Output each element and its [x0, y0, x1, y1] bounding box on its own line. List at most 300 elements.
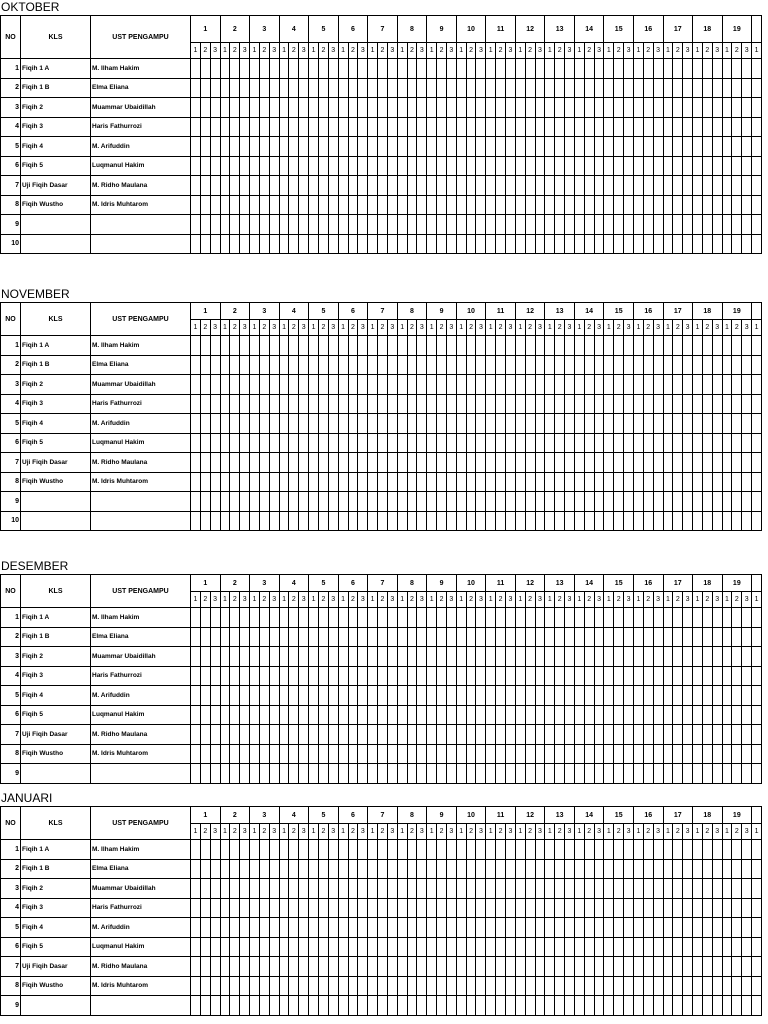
attendance-cell[interactable] [358, 414, 368, 434]
attendance-cell[interactable] [663, 744, 673, 764]
attendance-cell[interactable] [752, 433, 762, 453]
attendance-cell[interactable] [289, 156, 299, 176]
attendance-cell[interactable] [397, 195, 407, 215]
attendance-cell[interactable] [397, 117, 407, 137]
attendance-cell[interactable] [643, 879, 653, 899]
attendance-cell[interactable] [604, 117, 614, 137]
attendance-cell[interactable] [456, 898, 466, 918]
attendance-cell[interactable] [693, 137, 703, 157]
attendance-cell[interactable] [220, 215, 230, 235]
attendance-cell[interactable] [240, 666, 250, 686]
attendance-cell[interactable] [289, 176, 299, 196]
attendance-cell[interactable] [387, 666, 397, 686]
attendance-cell[interactable] [515, 511, 525, 531]
attendance-cell[interactable] [614, 859, 624, 879]
attendance-cell[interactable] [604, 879, 614, 899]
attendance-cell[interactable] [191, 957, 201, 977]
attendance-cell[interactable] [210, 78, 220, 98]
attendance-cell[interactable] [200, 647, 210, 667]
attendance-cell[interactable] [427, 234, 437, 254]
attendance-cell[interactable] [378, 472, 388, 492]
attendance-cell[interactable] [446, 492, 456, 512]
attendance-cell[interactable] [289, 433, 299, 453]
attendance-cell[interactable] [378, 336, 388, 356]
attendance-cell[interactable] [476, 705, 486, 725]
attendance-cell[interactable] [545, 355, 555, 375]
attendance-cell[interactable] [407, 472, 417, 492]
attendance-cell[interactable] [456, 195, 466, 215]
attendance-cell[interactable] [348, 744, 358, 764]
attendance-cell[interactable] [427, 355, 437, 375]
attendance-cell[interactable] [643, 859, 653, 879]
attendance-cell[interactable] [506, 840, 516, 860]
attendance-cell[interactable] [525, 117, 535, 137]
attendance-cell[interactable] [220, 195, 230, 215]
attendance-cell[interactable] [712, 898, 722, 918]
attendance-cell[interactable] [378, 627, 388, 647]
attendance-cell[interactable] [407, 98, 417, 118]
attendance-cell[interactable] [712, 433, 722, 453]
attendance-cell[interactable] [407, 355, 417, 375]
attendance-cell[interactable] [693, 608, 703, 628]
attendance-cell[interactable] [299, 705, 309, 725]
attendance-cell[interactable] [407, 394, 417, 414]
attendance-cell[interactable] [545, 918, 555, 938]
attendance-cell[interactable] [378, 918, 388, 938]
attendance-cell[interactable] [604, 764, 614, 784]
attendance-cell[interactable] [633, 705, 643, 725]
attendance-cell[interactable] [515, 744, 525, 764]
attendance-cell[interactable] [683, 859, 693, 879]
attendance-cell[interactable] [191, 744, 201, 764]
attendance-cell[interactable] [328, 472, 338, 492]
attendance-cell[interactable] [358, 686, 368, 706]
attendance-cell[interactable] [289, 918, 299, 938]
attendance-cell[interactable] [200, 78, 210, 98]
attendance-cell[interactable] [712, 117, 722, 137]
attendance-cell[interactable] [427, 511, 437, 531]
attendance-cell[interactable] [456, 957, 466, 977]
attendance-cell[interactable] [200, 117, 210, 137]
attendance-cell[interactable] [446, 176, 456, 196]
attendance-cell[interactable] [279, 627, 289, 647]
attendance-cell[interactable] [466, 647, 476, 667]
attendance-cell[interactable] [722, 840, 732, 860]
attendance-cell[interactable] [378, 394, 388, 414]
attendance-cell[interactable] [466, 608, 476, 628]
attendance-cell[interactable] [269, 59, 279, 79]
attendance-cell[interactable] [240, 996, 250, 1016]
attendance-cell[interactable] [712, 472, 722, 492]
attendance-cell[interactable] [466, 156, 476, 176]
attendance-cell[interactable] [515, 647, 525, 667]
attendance-cell[interactable] [387, 98, 397, 118]
attendance-cell[interactable] [663, 764, 673, 784]
attendance-cell[interactable] [299, 996, 309, 1016]
attendance-cell[interactable] [240, 492, 250, 512]
attendance-cell[interactable] [604, 725, 614, 745]
attendance-cell[interactable] [574, 234, 584, 254]
attendance-cell[interactable] [545, 647, 555, 667]
attendance-cell[interactable] [742, 336, 752, 356]
attendance-cell[interactable] [397, 176, 407, 196]
attendance-cell[interactable] [446, 472, 456, 492]
attendance-cell[interactable] [496, 453, 506, 473]
attendance-cell[interactable] [417, 647, 427, 667]
attendance-cell[interactable] [407, 59, 417, 79]
attendance-cell[interactable] [318, 433, 328, 453]
attendance-cell[interactable] [673, 336, 683, 356]
attendance-cell[interactable] [338, 937, 348, 957]
attendance-cell[interactable] [712, 608, 722, 628]
attendance-cell[interactable] [545, 937, 555, 957]
attendance-cell[interactable] [318, 453, 328, 473]
attendance-cell[interactable] [368, 394, 378, 414]
attendance-cell[interactable] [663, 937, 673, 957]
attendance-cell[interactable] [299, 627, 309, 647]
attendance-cell[interactable] [240, 859, 250, 879]
attendance-cell[interactable] [318, 937, 328, 957]
attendance-cell[interactable] [417, 666, 427, 686]
attendance-cell[interactable] [318, 511, 328, 531]
attendance-cell[interactable] [378, 725, 388, 745]
attendance-cell[interactable] [545, 705, 555, 725]
attendance-cell[interactable] [279, 156, 289, 176]
attendance-cell[interactable] [594, 433, 604, 453]
attendance-cell[interactable] [673, 156, 683, 176]
attendance-cell[interactable] [742, 705, 752, 725]
attendance-cell[interactable] [378, 137, 388, 157]
attendance-cell[interactable] [476, 976, 486, 996]
attendance-cell[interactable] [407, 840, 417, 860]
attendance-cell[interactable] [663, 98, 673, 118]
attendance-cell[interactable] [643, 433, 653, 453]
attendance-cell[interactable] [318, 336, 328, 356]
attendance-cell[interactable] [358, 627, 368, 647]
attendance-cell[interactable] [486, 918, 496, 938]
attendance-cell[interactable] [437, 234, 447, 254]
attendance-cell[interactable] [594, 996, 604, 1016]
attendance-cell[interactable] [466, 666, 476, 686]
attendance-cell[interactable] [693, 78, 703, 98]
attendance-cell[interactable] [506, 511, 516, 531]
attendance-cell[interactable] [722, 647, 732, 667]
attendance-cell[interactable] [358, 78, 368, 98]
attendance-cell[interactable] [259, 937, 269, 957]
attendance-cell[interactable] [230, 879, 240, 899]
attendance-cell[interactable] [515, 375, 525, 395]
attendance-cell[interactable] [338, 176, 348, 196]
attendance-cell[interactable] [348, 686, 358, 706]
attendance-cell[interactable] [515, 976, 525, 996]
attendance-cell[interactable] [328, 996, 338, 1016]
attendance-cell[interactable] [191, 937, 201, 957]
attendance-cell[interactable] [594, 215, 604, 235]
attendance-cell[interactable] [210, 453, 220, 473]
attendance-cell[interactable] [240, 234, 250, 254]
attendance-cell[interactable] [387, 156, 397, 176]
attendance-cell[interactable] [191, 433, 201, 453]
attendance-cell[interactable] [417, 137, 427, 157]
attendance-cell[interactable] [220, 472, 230, 492]
attendance-cell[interactable] [358, 840, 368, 860]
attendance-cell[interactable] [210, 686, 220, 706]
attendance-cell[interactable] [407, 156, 417, 176]
attendance-cell[interactable] [259, 394, 269, 414]
attendance-cell[interactable] [200, 137, 210, 157]
attendance-cell[interactable] [673, 840, 683, 860]
attendance-cell[interactable] [752, 355, 762, 375]
attendance-cell[interactable] [555, 472, 565, 492]
attendance-cell[interactable] [683, 98, 693, 118]
attendance-cell[interactable] [673, 492, 683, 512]
attendance-cell[interactable] [338, 957, 348, 977]
attendance-cell[interactable] [565, 59, 575, 79]
attendance-cell[interactable] [309, 879, 319, 899]
attendance-cell[interactable] [515, 453, 525, 473]
attendance-cell[interactable] [191, 608, 201, 628]
attendance-cell[interactable] [397, 492, 407, 512]
attendance-cell[interactable] [240, 957, 250, 977]
attendance-cell[interactable] [348, 156, 358, 176]
attendance-cell[interactable] [446, 375, 456, 395]
attendance-cell[interactable] [397, 937, 407, 957]
attendance-cell[interactable] [230, 137, 240, 157]
attendance-cell[interactable] [742, 394, 752, 414]
attendance-cell[interactable] [289, 666, 299, 686]
attendance-cell[interactable] [417, 453, 427, 473]
attendance-cell[interactable] [496, 472, 506, 492]
attendance-cell[interactable] [378, 898, 388, 918]
attendance-cell[interactable] [506, 59, 516, 79]
attendance-cell[interactable] [279, 137, 289, 157]
attendance-cell[interactable] [712, 156, 722, 176]
attendance-cell[interactable] [328, 234, 338, 254]
attendance-cell[interactable] [633, 976, 643, 996]
attendance-cell[interactable] [752, 78, 762, 98]
attendance-cell[interactable] [289, 215, 299, 235]
attendance-cell[interactable] [525, 215, 535, 235]
attendance-cell[interactable] [712, 453, 722, 473]
attendance-cell[interactable] [515, 725, 525, 745]
attendance-cell[interactable] [378, 195, 388, 215]
attendance-cell[interactable] [693, 859, 703, 879]
attendance-cell[interactable] [397, 511, 407, 531]
attendance-cell[interactable] [220, 764, 230, 784]
attendance-cell[interactable] [653, 627, 663, 647]
attendance-cell[interactable] [328, 59, 338, 79]
attendance-cell[interactable] [506, 686, 516, 706]
attendance-cell[interactable] [525, 98, 535, 118]
attendance-cell[interactable] [259, 98, 269, 118]
attendance-cell[interactable] [407, 647, 417, 667]
attendance-cell[interactable] [437, 492, 447, 512]
attendance-cell[interactable] [318, 78, 328, 98]
attendance-cell[interactable] [614, 686, 624, 706]
attendance-cell[interactable] [732, 375, 742, 395]
attendance-cell[interactable] [633, 375, 643, 395]
attendance-cell[interactable] [220, 59, 230, 79]
attendance-cell[interactable] [378, 686, 388, 706]
attendance-cell[interactable] [742, 859, 752, 879]
attendance-cell[interactable] [230, 918, 240, 938]
attendance-cell[interactable] [427, 195, 437, 215]
attendance-cell[interactable] [614, 156, 624, 176]
attendance-cell[interactable] [535, 744, 545, 764]
attendance-cell[interactable] [653, 492, 663, 512]
attendance-cell[interactable] [732, 472, 742, 492]
attendance-cell[interactable] [486, 78, 496, 98]
attendance-cell[interactable] [702, 725, 712, 745]
attendance-cell[interactable] [210, 234, 220, 254]
attendance-cell[interactable] [437, 705, 447, 725]
attendance-cell[interactable] [732, 117, 742, 137]
attendance-cell[interactable] [328, 453, 338, 473]
attendance-cell[interactable] [496, 957, 506, 977]
attendance-cell[interactable] [673, 78, 683, 98]
attendance-cell[interactable] [545, 898, 555, 918]
attendance-cell[interactable] [594, 98, 604, 118]
attendance-cell[interactable] [584, 117, 594, 137]
attendance-cell[interactable] [240, 98, 250, 118]
attendance-cell[interactable] [466, 394, 476, 414]
attendance-cell[interactable] [515, 234, 525, 254]
attendance-cell[interactable] [299, 898, 309, 918]
attendance-cell[interactable] [565, 492, 575, 512]
attendance-cell[interactable] [565, 764, 575, 784]
attendance-cell[interactable] [653, 98, 663, 118]
attendance-cell[interactable] [525, 627, 535, 647]
attendance-cell[interactable] [240, 433, 250, 453]
attendance-cell[interactable] [506, 725, 516, 745]
attendance-cell[interactable] [309, 156, 319, 176]
attendance-cell[interactable] [643, 996, 653, 1016]
attendance-cell[interactable] [555, 492, 565, 512]
attendance-cell[interactable] [240, 918, 250, 938]
attendance-cell[interactable] [220, 414, 230, 434]
attendance-cell[interactable] [269, 453, 279, 473]
attendance-cell[interactable] [309, 859, 319, 879]
attendance-cell[interactable] [643, 725, 653, 745]
attendance-cell[interactable] [250, 414, 260, 434]
attendance-cell[interactable] [673, 898, 683, 918]
attendance-cell[interactable] [397, 472, 407, 492]
attendance-cell[interactable] [456, 918, 466, 938]
attendance-cell[interactable] [545, 137, 555, 157]
attendance-cell[interactable] [752, 336, 762, 356]
attendance-cell[interactable] [200, 608, 210, 628]
attendance-cell[interactable] [653, 195, 663, 215]
attendance-cell[interactable] [742, 355, 752, 375]
attendance-cell[interactable] [318, 666, 328, 686]
attendance-cell[interactable] [673, 215, 683, 235]
attendance-cell[interactable] [555, 433, 565, 453]
attendance-cell[interactable] [220, 511, 230, 531]
attendance-cell[interactable] [230, 744, 240, 764]
attendance-cell[interactable] [200, 98, 210, 118]
attendance-cell[interactable] [446, 137, 456, 157]
attendance-cell[interactable] [574, 195, 584, 215]
attendance-cell[interactable] [387, 957, 397, 977]
attendance-cell[interactable] [702, 492, 712, 512]
attendance-cell[interactable] [446, 627, 456, 647]
attendance-cell[interactable] [417, 705, 427, 725]
attendance-cell[interactable] [427, 705, 437, 725]
attendance-cell[interactable] [299, 957, 309, 977]
attendance-cell[interactable] [466, 472, 476, 492]
attendance-cell[interactable] [476, 666, 486, 686]
attendance-cell[interactable] [368, 627, 378, 647]
attendance-cell[interactable] [299, 608, 309, 628]
attendance-cell[interactable] [535, 725, 545, 745]
attendance-cell[interactable] [210, 176, 220, 196]
attendance-cell[interactable] [624, 918, 634, 938]
attendance-cell[interactable] [230, 937, 240, 957]
attendance-cell[interactable] [230, 176, 240, 196]
attendance-cell[interactable] [535, 98, 545, 118]
attendance-cell[interactable] [653, 472, 663, 492]
attendance-cell[interactable] [506, 627, 516, 647]
attendance-cell[interactable] [496, 898, 506, 918]
attendance-cell[interactable] [417, 375, 427, 395]
attendance-cell[interactable] [565, 234, 575, 254]
attendance-cell[interactable] [407, 859, 417, 879]
attendance-cell[interactable] [259, 725, 269, 745]
attendance-cell[interactable] [348, 976, 358, 996]
attendance-cell[interactable] [624, 840, 634, 860]
attendance-cell[interactable] [191, 336, 201, 356]
attendance-cell[interactable] [397, 957, 407, 977]
attendance-cell[interactable] [368, 215, 378, 235]
attendance-cell[interactable] [722, 215, 732, 235]
attendance-cell[interactable] [368, 666, 378, 686]
attendance-cell[interactable] [683, 511, 693, 531]
attendance-cell[interactable] [437, 98, 447, 118]
attendance-cell[interactable] [594, 453, 604, 473]
attendance-cell[interactable] [456, 647, 466, 667]
attendance-cell[interactable] [437, 666, 447, 686]
attendance-cell[interactable] [525, 898, 535, 918]
attendance-cell[interactable] [299, 117, 309, 137]
attendance-cell[interactable] [456, 764, 466, 784]
attendance-cell[interactable] [584, 686, 594, 706]
attendance-cell[interactable] [565, 976, 575, 996]
attendance-cell[interactable] [446, 156, 456, 176]
attendance-cell[interactable] [574, 859, 584, 879]
attendance-cell[interactable] [693, 725, 703, 745]
attendance-cell[interactable] [200, 957, 210, 977]
attendance-cell[interactable] [584, 492, 594, 512]
attendance-cell[interactable] [624, 898, 634, 918]
attendance-cell[interactable] [289, 764, 299, 784]
attendance-cell[interactable] [555, 195, 565, 215]
attendance-cell[interactable] [742, 375, 752, 395]
attendance-cell[interactable] [299, 840, 309, 860]
attendance-cell[interactable] [259, 744, 269, 764]
attendance-cell[interactable] [259, 234, 269, 254]
attendance-cell[interactable] [220, 686, 230, 706]
attendance-cell[interactable] [437, 976, 447, 996]
attendance-cell[interactable] [289, 375, 299, 395]
attendance-cell[interactable] [594, 627, 604, 647]
attendance-cell[interactable] [752, 918, 762, 938]
attendance-cell[interactable] [515, 764, 525, 784]
attendance-cell[interactable] [250, 511, 260, 531]
attendance-cell[interactable] [752, 137, 762, 157]
attendance-cell[interactable] [643, 937, 653, 957]
attendance-cell[interactable] [446, 859, 456, 879]
attendance-cell[interactable] [574, 336, 584, 356]
